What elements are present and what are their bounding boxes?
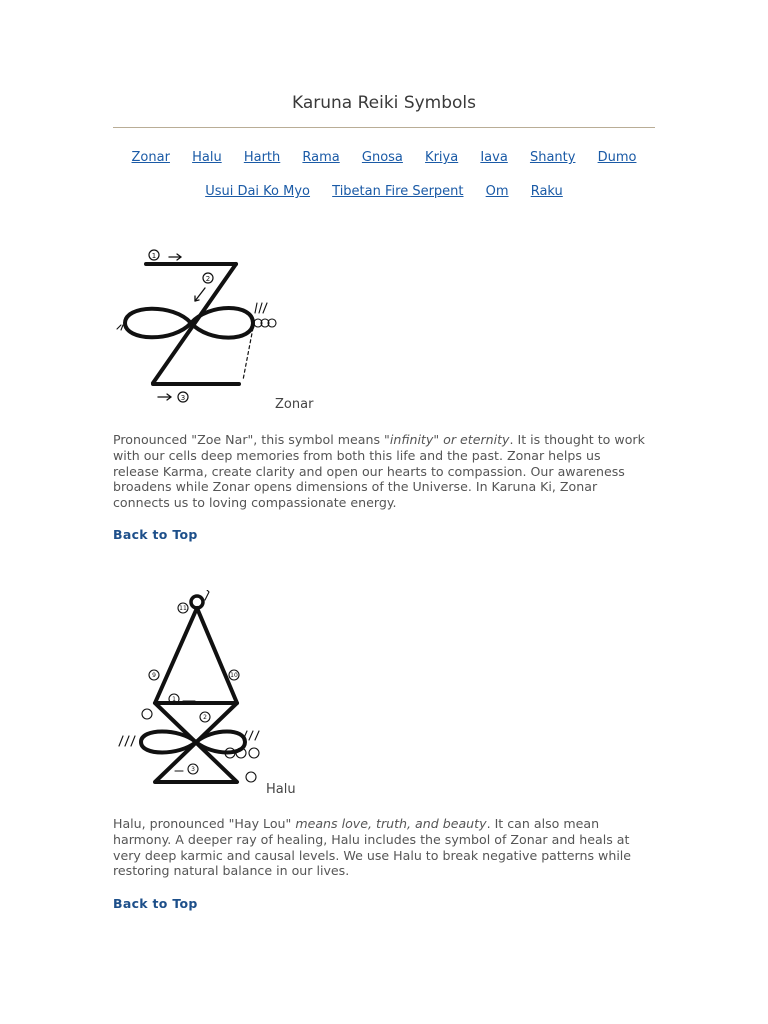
nav-link-shanty[interactable]: Shanty [529,150,576,165]
nav-link-gnosa[interactable]: Gnosa [361,150,403,165]
nav-link-tibetan-fire-serpent[interactable]: Tibetan Fire Serpent [332,184,464,199]
nav-link-rama[interactable]: Rama [302,150,340,165]
nav-link-kriya[interactable]: Kriya [425,150,459,165]
page-title: Karuna Reiki Symbols [291,93,476,113]
zonar-desc-l1b: . It is thought to work [509,432,645,447]
halu-desc-emphasis: means love, truth, and beauty [295,816,487,831]
zonar-caption: Zonar [275,397,314,412]
nav-link-om[interactable]: Om [485,184,509,199]
svg-text:2: 2 [203,714,207,721]
zonar-desc-emphasis: "infinity" or eternity [384,432,510,447]
nav-link-zonar[interactable]: Zonar [131,150,170,165]
halu-desc-l1b: . It can also mean [486,816,600,831]
zonar-desc-l4: broadens while Zonar opens dimensions of the Universe. In Karuna Ki, Zonar [113,479,598,495]
halu-caption: Halu [266,782,296,797]
zonar-desc-l3: release Karma, create clarity and open our hearts to compassion. Our awareness [113,463,625,479]
symbol-nav-row-2 [113,184,655,199]
halu-symbol-image [113,590,273,790]
svg-text:1: 1 [151,252,157,260]
svg-text:1: 1 [172,696,176,703]
back-to-top-link-1[interactable]: Back to Top [113,527,198,542]
halu-desc-l3: very deep karmic and causal levels. We use Halu to break negative patterns while [113,847,632,863]
symbol-nav-row-1 [113,150,655,165]
zonar-description [113,432,658,511]
halu-description [113,816,658,879]
back-to-top-link-2[interactable]: Back to Top [113,896,198,911]
halu-desc-l2: harmony. A deeper ray of healing, Halu includes the symbol of Zonar and heals at [113,831,630,847]
svg-text:3: 3 [191,766,195,773]
svg-text:10: 10 [230,672,238,679]
svg-text:2: 2 [205,275,211,283]
nav-link-usui-dai-ko-myo[interactable]: Usui Dai Ko Myo [205,184,311,199]
zonar-desc-l5: connects us to loving compassionate energy. [113,495,397,511]
svg-text:9: 9 [152,672,156,679]
zonar-desc-l2: with our cells deep memories from both this life and the past. Zonar helps us [113,447,601,463]
nav-link-halu[interactable]: Halu [192,150,222,165]
svg-text:3: 3 [180,394,186,402]
nav-link-iava[interactable]: Iava [480,150,508,165]
svg-text:11: 11 [179,605,187,612]
title-divider [113,127,655,128]
halu-desc-l1a: Halu, pronounced "Hay Lou" [113,816,296,831]
zonar-symbol-image [113,243,283,408]
halu-desc-l4: restoring natural balance in our lives. [113,863,350,879]
nav-link-dumo[interactable]: Dumo [597,150,637,165]
zonar-desc-l1a: Pronounced "Zoe Nar", this symbol means [113,432,385,447]
nav-link-harth[interactable]: Harth [243,150,281,165]
nav-link-raku[interactable]: Raku [530,184,563,199]
